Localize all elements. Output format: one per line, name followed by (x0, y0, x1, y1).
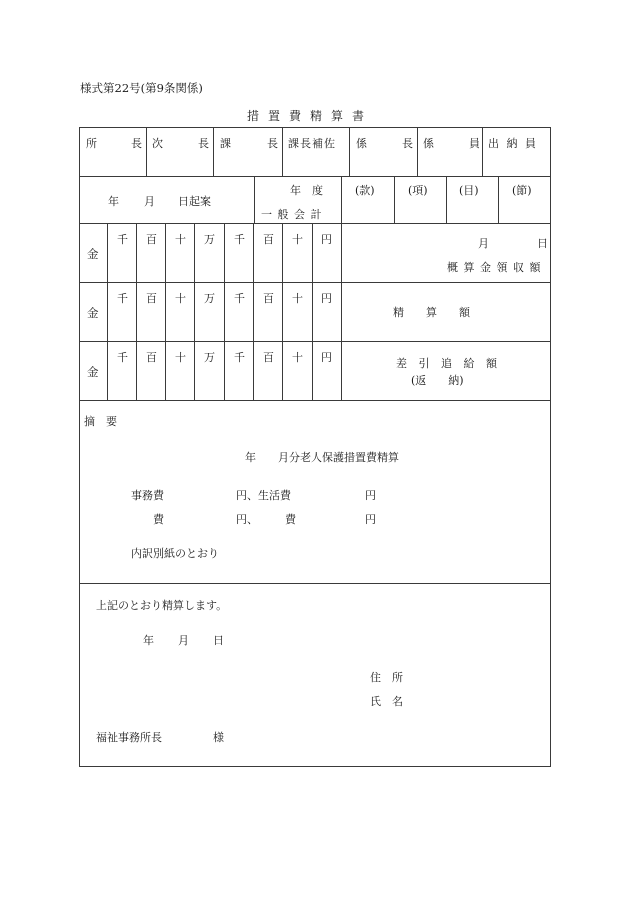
budget-code-setsu: (節) (512, 184, 532, 197)
digit-yen: 円 (321, 351, 332, 364)
page-title: 措置費精算書 (247, 109, 374, 123)
summary-heading: 摘 要 (84, 415, 117, 428)
draft-date-year: 年 (108, 195, 119, 208)
approval-cell-assistant-chief: 課長補佐 (288, 137, 336, 150)
digit-thousand: 千 (234, 233, 245, 246)
budget-code-moku: (目) (459, 184, 479, 197)
approval-cell-deputy-right: 長 (198, 137, 209, 150)
digit-ten-man: 十 (175, 351, 186, 364)
other-cost-1-label: 費 (153, 513, 164, 526)
refund-label: (返 納) (411, 374, 464, 387)
approval-cell-unit-chief-right: 長 (402, 137, 413, 150)
digit-ten: 十 (292, 292, 303, 305)
approval-cell-section-chief-left: 課 (220, 137, 231, 150)
other-cost-2-label: 費 (285, 513, 296, 526)
digit-thousand: 千 (234, 292, 245, 305)
digit-hundred: 百 (263, 233, 274, 246)
approval-cell-unit-chief-left: 係 (356, 137, 367, 150)
digit-man: 万 (204, 292, 215, 305)
draft-date-day: 日起案 (178, 195, 211, 208)
breakdown-note: 内訳別紙のとおり (131, 547, 219, 560)
digit-yen: 円 (321, 233, 332, 246)
digit-hundred-man: 百 (146, 233, 157, 246)
other-cost-1-yen: 円、 (236, 513, 258, 526)
approval-cell-section-chief-right: 長 (267, 137, 278, 150)
difference-amount-label: 差 引 追 給 額 (396, 357, 501, 370)
living-cost-yen: 円 (365, 489, 376, 502)
digit-thousand-man: 千 (117, 351, 128, 364)
draft-date-month: 月 (144, 195, 155, 208)
digit-man: 万 (204, 351, 215, 364)
approval-cell-director-right: 長 (131, 137, 142, 150)
name-label: 氏 名 (370, 695, 403, 708)
settlement-amount-label: 精 算 額 (393, 306, 470, 319)
digit-yen: 円 (321, 292, 332, 305)
address-label: 住 所 (370, 671, 403, 684)
addressee-label: 福祉事務所長 (96, 731, 162, 744)
declaration-text: 上記のとおり精算します。 (96, 599, 228, 612)
digit-ten: 十 (292, 233, 303, 246)
digit-ten-man: 十 (175, 233, 186, 246)
approval-cell-staff-right: 員 (469, 137, 480, 150)
digit-man: 万 (204, 233, 215, 246)
amount-kin-label: 金 (87, 247, 99, 261)
fiscal-year-label: 年 度 (290, 184, 323, 197)
approval-cell-director-left: 所 (86, 137, 97, 150)
general-account-label: 一 般 会 計 (261, 208, 323, 221)
budget-code-kou: (項) (408, 184, 428, 197)
digit-hundred: 百 (263, 351, 274, 364)
approval-cell-deputy-left: 次 (152, 137, 163, 150)
amount-kin-label: 金 (87, 306, 99, 320)
declaration-day: 日 (213, 634, 224, 647)
digit-thousand-man: 千 (117, 233, 128, 246)
living-cost-label: 円、生活費 (236, 489, 291, 502)
budget-code-kan: (款) (355, 184, 375, 197)
declaration-year: 年 (143, 634, 154, 647)
form-number: 様式第22号(第9条関係) (80, 81, 203, 95)
declaration-month: 月 (178, 634, 189, 647)
approval-cell-treasurer: 出 納 員 (488, 137, 538, 150)
digit-ten: 十 (292, 351, 303, 364)
approval-cell-staff-left: 係 (423, 137, 434, 150)
digit-ten-man: 十 (175, 292, 186, 305)
digit-hundred: 百 (263, 292, 274, 305)
amount-kin-label: 金 (87, 365, 99, 379)
other-cost-2-yen: 円 (365, 513, 376, 526)
digit-hundred-man: 百 (146, 292, 157, 305)
summary-line-period: 年 月分老人保護措置費精算 (245, 451, 399, 464)
digit-thousand-man: 千 (117, 292, 128, 305)
estimated-receipt-label: 概 算 金 領 収 額 (447, 261, 542, 274)
receipt-month: 月 (478, 237, 489, 250)
digit-hundred-man: 百 (146, 351, 157, 364)
honorific-label: 様 (213, 731, 224, 744)
digit-thousand: 千 (234, 351, 245, 364)
receipt-day: 日 (537, 237, 548, 250)
admin-cost-label: 事務費 (131, 489, 164, 502)
